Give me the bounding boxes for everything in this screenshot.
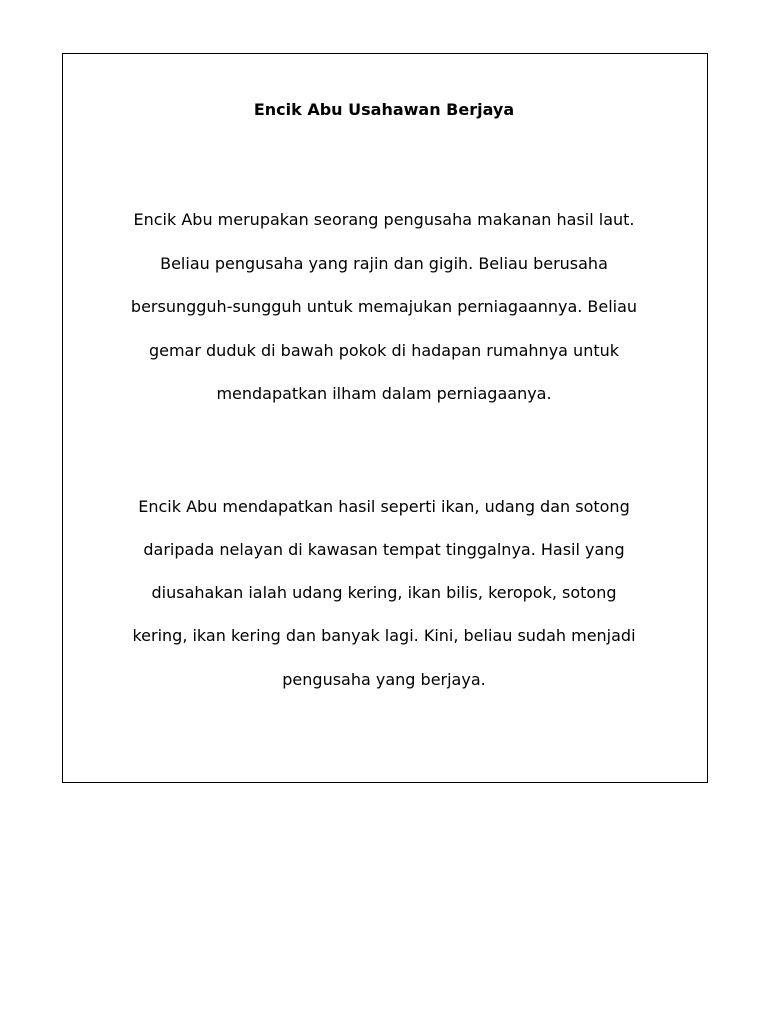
paragraph-line: Encik Abu mendapatkan hasil seperti ikan, udang dan sotong [138,497,630,516]
paragraph-line: kering, ikan kering dan banyak lagi. Kini, beliau sudah menjadi [132,626,636,645]
document-title: Encik Abu Usahawan Berjaya [253,100,515,119]
paragraph-line: pengusaha yang berjaya. [282,670,486,689]
paragraph-line: mendapatkan ilham dalam perniagaanya. [216,384,552,403]
paragraph-line: daripada nelayan di kawasan tempat tinggalnya. Hasil yang [143,540,625,559]
paragraph-line: Beliau pengusaha yang rajin dan gigih. Beliau berusaha [160,254,608,273]
paragraph-line: Encik Abu merupakan seorang pengusaha makanan hasil laut. [133,210,635,229]
paragraph-line: diusahakan ialah udang kering, ikan bilis, keropok, sotong [151,583,617,602]
paragraph-line: gemar duduk di bawah pokok di hadapan rumahnya untuk [148,341,620,360]
paragraph-line: bersungguh-sungguh untuk memajukan perniagaannya. Beliau [130,297,638,316]
